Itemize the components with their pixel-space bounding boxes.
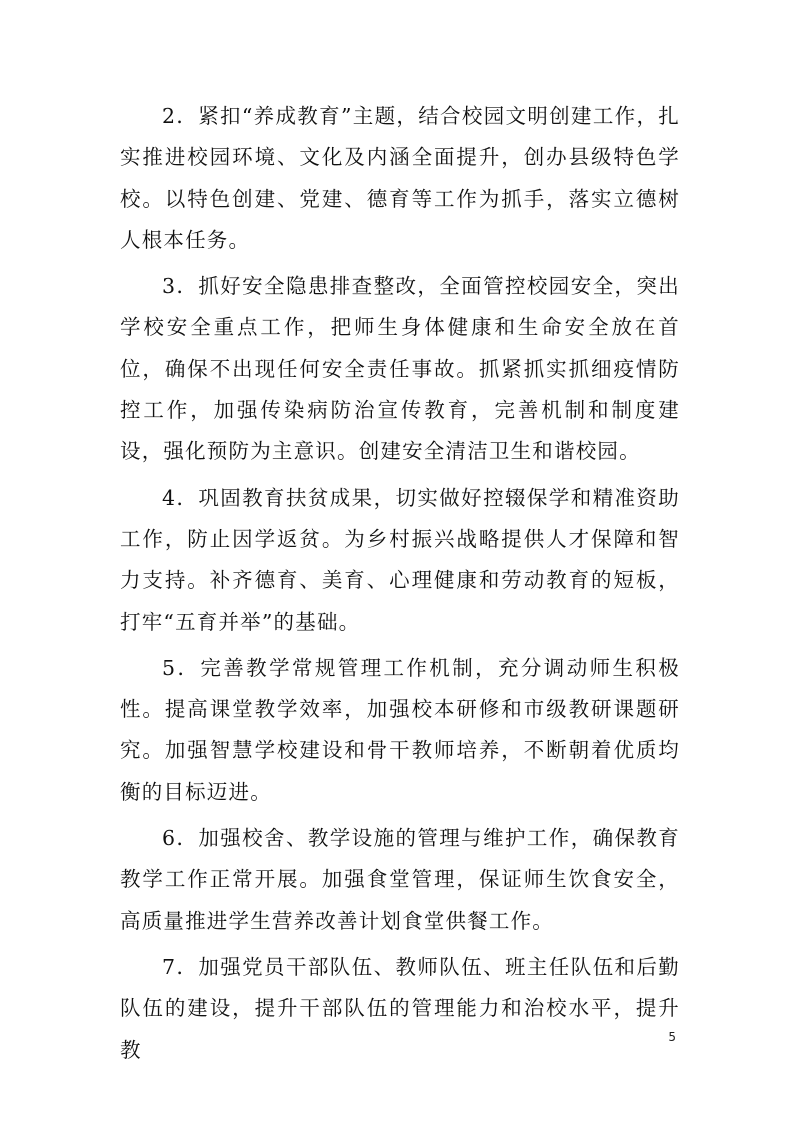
paragraph-item-6: 6．加强校舍、教学设施的管理与维护工作，确保教育教学工作正常开展。加强食堂管理，保证师生饮食安全，高质量推进学生营养改善计划食堂供餐工作。 bbox=[120, 826, 680, 933]
page-number: 5 bbox=[668, 1030, 676, 1044]
paragraph-item-4: 4．巩固教育扶贫成果，切实做好控辍保学和精准资助工作，防止因学返贫。为乡村振兴战略提供人才保障和智力支持。补齐德育、美育、心理健康和劳动教育的短板，打牢“五育并举”的基础。 bbox=[120, 485, 680, 634]
paragraph-item-5: 5．完善教学常规管理工作机制，充分调动师生积极性。提高课堂教学效率，加强校本研修和市级教研课题研究。加强智慧学校建设和骨干教师培养，不断朝着优质均衡的目标迈进。 bbox=[120, 655, 680, 804]
paragraph-item-3: 3．抓好安全隐患排查整改，全面管控校园安全，突出学校安全重点工作，把师生身体健康和生命安全放在首位，确保不出现任何安全责任事故。抓紧抓实抓细疫情防控工作，加强传染病防治宣传教育，完善机制和制度建设，强化预防为主意识。创建安全清洁卫生和谐校园。 bbox=[120, 274, 680, 464]
paragraph-item-2: 2．紧扣“养成教育”主题，结合校园文明创建工作，扎实推进校园环境、文化及内涵全面提升，创办县级特色学校。以特色创建、党建、德育等工作为抓手，落实立德树人根本任务。 bbox=[120, 104, 680, 252]
document-body bbox=[120, 96, 680, 1076]
paragraph-item-7: 7．加强党员干部队伍、教师队伍、班主任队伍和后勤队伍的建设，提升干部队伍的管理能力和治校水平，提升教 bbox=[120, 954, 680, 1062]
